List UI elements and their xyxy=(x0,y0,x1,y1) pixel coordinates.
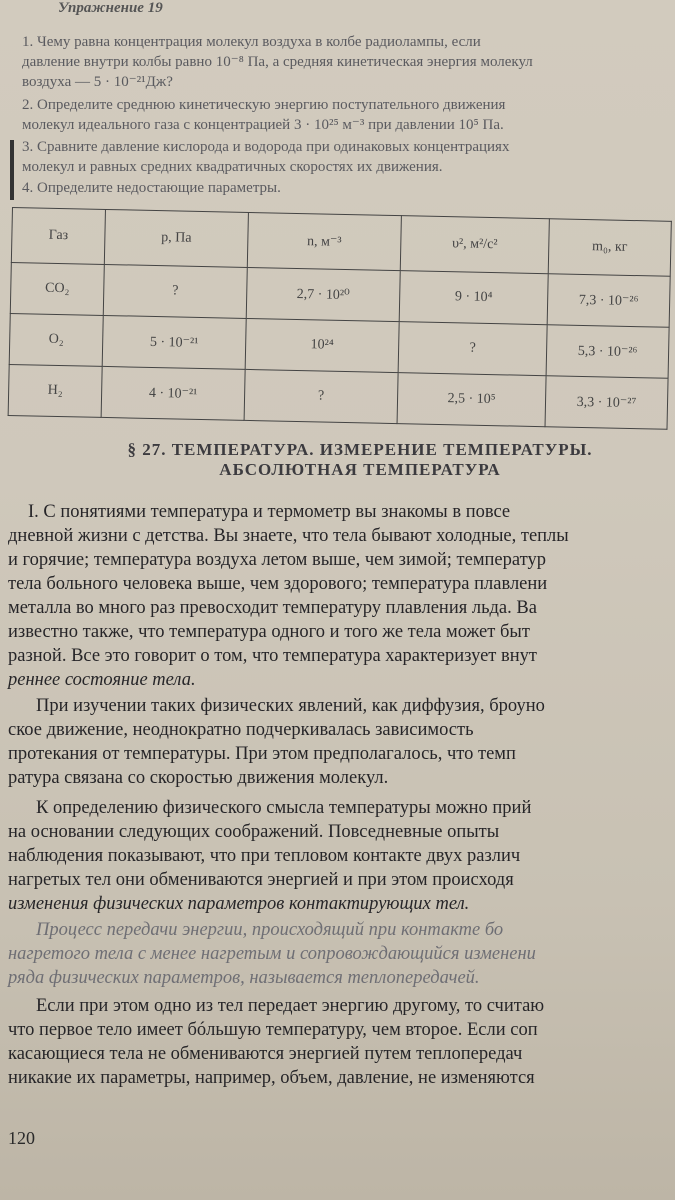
table-header-cell: υ², м²/с² xyxy=(400,216,549,274)
text-line: реннее состояние тела. xyxy=(8,670,196,690)
text-line: изменения физических параметров контактирующих тел. xyxy=(8,894,470,914)
section-title: § 27. ТЕМПЕРАТУРА. ИЗМЕРЕНИЕ ТЕМПЕРАТУРЫ. xyxy=(127,440,593,459)
text-line: наблюдения показывают, что при тепловом контакте двух различ xyxy=(8,846,521,866)
text-line: касающиеся тела не обмениваются энергией путем теплопередач xyxy=(8,1044,523,1064)
exercise-line: 4. Определите недостающие параметры. xyxy=(22,180,281,196)
text-line: нагретых тел они обмениваются энергией и при этом происходя xyxy=(8,870,514,890)
paragraph-1 xyxy=(8,500,675,692)
table-cell: 10²⁴ xyxy=(245,318,399,372)
text-line: ское движение, неоднократно подчеркивалась зависимость xyxy=(8,720,474,740)
table-cell: O₂ xyxy=(9,313,103,366)
definition-block xyxy=(8,918,675,990)
paragraph-4 xyxy=(8,994,675,1090)
text-line: разной. Все это говорит о том, что температура характеризует внут xyxy=(8,646,537,666)
table-cell: 2,5 · 10⁵ xyxy=(397,373,546,427)
parameters-table xyxy=(8,207,672,430)
table-cell: 9 · 10⁴ xyxy=(399,271,548,325)
text-line: и горячие; температура воздуха летом выше, чем зимой; температур xyxy=(8,550,546,570)
text-line: ратура связана со скоростью движения молекул. xyxy=(8,768,389,788)
exercise-line: 3. Сравните давление кислорода и водорода при одинаковых концентрациях xyxy=(22,139,510,155)
table-cell: 7,3 · 10⁻²⁶ xyxy=(547,274,670,328)
table-header-cell: n, м⁻³ xyxy=(247,212,401,270)
text-line: Если при этом одно из тел передает энергию другому, то считаю xyxy=(36,996,545,1016)
table-header-cell: Газ xyxy=(11,208,105,265)
paragraph-3 xyxy=(8,796,675,916)
text-line: При изучении таких физических явлений, как диффузия, броуно xyxy=(36,696,545,716)
text-line: что первое тело имеет бóльшую температуру, чем второе. Если соп xyxy=(8,1020,538,1040)
text-line: известно также, что температура одного и того же тела может быт xyxy=(8,622,530,642)
table-cell: ? xyxy=(103,264,247,318)
text-line: нагретого тела с менее нагретым и сопровождающийся изменени xyxy=(8,944,536,964)
exercise-heading: Упражнение 19 xyxy=(58,0,163,16)
exercise-line: 2. Определите среднюю кинетическую энергию поступательного движения xyxy=(22,97,506,113)
text-line: никакие их параметры, например, объем, давление, не изменяются xyxy=(8,1068,535,1088)
table-cell: 5 · 10⁻²¹ xyxy=(102,315,246,369)
text-line: тела больного человека выше, чем здорового; температура плавлени xyxy=(8,574,548,594)
page-number: 120 xyxy=(8,1128,35,1148)
text-line: металла во много раз превосходит температуру плавления льда. Ва xyxy=(8,598,537,618)
exercise-line: давление внутри колбы равно 10⁻⁸ Па, а средняя кинетическая энергия молекул xyxy=(22,54,533,70)
paragraph-2 xyxy=(8,694,675,790)
text-line: Процесс передачи энергии, происходящий при контакте бо xyxy=(36,920,504,940)
margin-bar xyxy=(10,140,14,200)
text-line: I. С понятиями температура и термометр вы знакомы в повсе xyxy=(28,502,511,522)
exercise-line: воздуха — 5 · 10⁻²¹Дж? xyxy=(22,74,173,90)
exercise-line: 1. Чему равна концентрация молекул воздуха в колбе радиолампы, если xyxy=(22,34,481,50)
table-cell: 3,3 · 10⁻²⁷ xyxy=(545,376,668,430)
table-cell: 4 · 10⁻²¹ xyxy=(101,366,245,420)
table-header-cell: m₀, кг xyxy=(548,219,671,277)
text-line: протекания от температуры. При этом предполагалось, что темп xyxy=(8,744,516,764)
exercise-line: молекул и равных средних квадратичных скоростях их движения. xyxy=(22,159,443,175)
text-line: К определению физического смысла температуры можно прий xyxy=(36,798,532,818)
section-subtitle: АБСОЛЮТНАЯ ТЕМПЕРАТУРА xyxy=(219,460,501,479)
text-line: дневной жизни с детства. Вы знаете, что тела бывают холодные, теплы xyxy=(8,526,569,546)
table-header-cell: p, Па xyxy=(104,209,248,267)
text-line: на основании следующих соображений. Повседневные опыты xyxy=(8,822,500,842)
table-cell: H₂ xyxy=(8,364,102,417)
table-cell: CO₂ xyxy=(10,262,104,315)
table-cell: ? xyxy=(398,322,547,376)
text-line: ряда физических параметров, называется теплопередачей. xyxy=(8,968,480,988)
exercise-line: молекул идеального газа с концентрацией 3 · 10²⁵ м⁻³ при давлении 10⁵ Па. xyxy=(22,117,504,133)
table-cell: 5,3 · 10⁻²⁶ xyxy=(546,325,669,379)
table-cell: 2,7 · 10²⁰ xyxy=(246,267,400,321)
table-cell: ? xyxy=(244,369,398,423)
